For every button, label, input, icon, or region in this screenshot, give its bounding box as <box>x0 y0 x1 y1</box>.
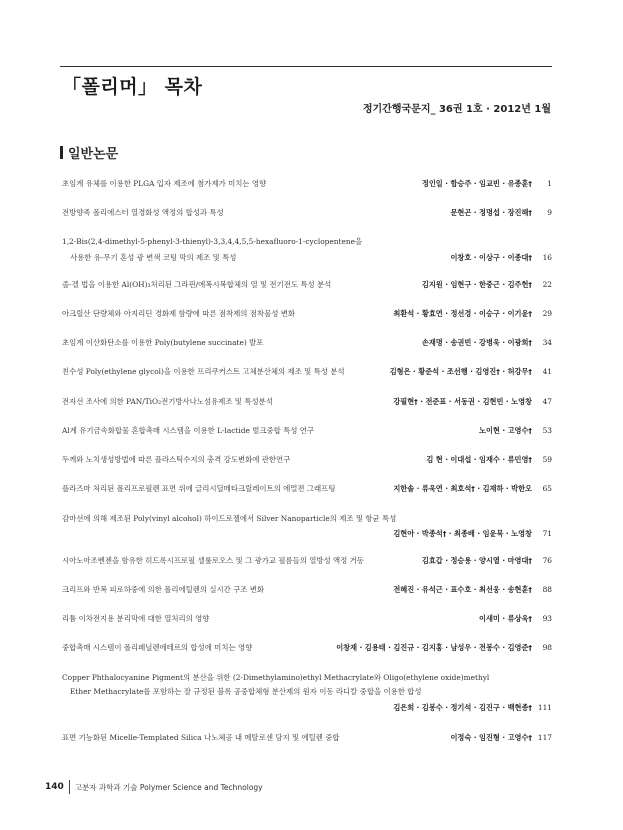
footer-journal-name: 고분자 과학과 기술 Polymer Science and Technology <box>74 782 263 792</box>
toc-entry[interactable] <box>62 397 552 407</box>
entry-title: Al계 유기금속화합물 혼합촉매 시스템을 이용한 L-lactide 벌크중합 특성 연구 <box>62 426 315 435</box>
entry-authors: 김형은 · 황준석 · 조선행 · 김영진† · 허강무† <box>389 367 532 376</box>
entry-authors: 이창호 · 이상구 · 이종대† <box>450 253 532 262</box>
entry-title: 중합촉매 시스템이 폴리페닐렌에테르의 합성에 미치는 영향 <box>62 643 253 652</box>
top-rule <box>60 66 552 67</box>
toc-entry[interactable] <box>62 309 552 319</box>
entry-title-continued: 사용한 유-무기 혼성 광 변색 코팅 막의 제조 및 특성 <box>70 253 237 262</box>
entry-page: 53 <box>542 426 552 435</box>
entry-page: 29 <box>542 309 552 318</box>
entry-title: 아크릴산 단량체와 아지리딘 경화제 함량에 따른 점착제의 점착물성 변화 <box>62 309 295 318</box>
entry-authors: 최환석 · 황효연 · 정선경 · 이승구 · 이기윤† <box>393 309 532 318</box>
toc-entry[interactable] <box>62 237 552 263</box>
entry-page: 93 <box>542 614 552 623</box>
entry-page: 41 <box>542 367 552 376</box>
footer-divider <box>69 780 70 794</box>
toc-entry[interactable] <box>62 484 552 494</box>
entry-title-continued: Ether Methacrylate를 포함하는 잘 규정된 블록 공중합체형 분산제의 원자 이동 라디칼 중합을 이용한 합성 <box>70 687 422 696</box>
entry-title: 친수성 Poly(ethylene glycol)을 이용한 프리쿠커스트 고체분산체의 제조 및 특성 분석 <box>62 367 345 376</box>
entry-authors: 김지원 · 임현구 · 한중근 · 김주헌† <box>421 280 532 289</box>
entry-authors: 김 현 · 이대섭 · 임재수 · 류민영† <box>426 455 532 464</box>
section-label: 일반논문 <box>68 147 119 162</box>
entry-page: 71 <box>542 529 552 538</box>
entry-page: 111 <box>537 703 552 712</box>
toc-entry[interactable] <box>62 367 552 377</box>
entry-title: 두께와 노치생성방법에 따른 플라스틱수지의 충격 강도변화에 관한연구 <box>62 455 291 464</box>
entry-title: 표면 기능화된 Micelle-Templated Silica 나노체공 내 메탈로센 담지 및 에틸렌 중합 <box>62 733 340 742</box>
toc-entry[interactable] <box>62 179 552 189</box>
entry-title: 초임계 이산화탄소를 이용한 Poly(butylene succinate) 발포 <box>62 338 264 347</box>
toc-entry[interactable] <box>62 733 552 743</box>
entry-title: 1,2-Bis(2,4-dimethyl-5-phenyl-3-thienyl)-3,3,4,4,5,5-hexafluoro-1-cyclopentene을 <box>62 237 363 246</box>
entry-authors: 손재명 · 송권빈 · 강병욱 · 이광희† <box>421 338 532 347</box>
entry-page: 65 <box>542 484 552 493</box>
toc-entry[interactable] <box>62 455 552 465</box>
entry-authors: 전혜진 · 유석근 · 표수호 · 최선웅 · 송현훈† <box>393 585 532 594</box>
entry-authors: 강필현† · 전준표 · 서동권 · 김현빈 · 노영창 <box>393 397 532 406</box>
section-heading <box>60 143 118 162</box>
entry-title: Copper Phthalocyanine Pigment의 분산을 위한 (2-Dimethylamino)ethyl Methacrylate와 Oligo(ethylene oxide)methyl <box>62 673 490 682</box>
entry-page: 1 <box>547 179 552 188</box>
toc-entry[interactable] <box>62 208 552 218</box>
entry-page: 22 <box>542 280 552 289</box>
entry-page: 88 <box>542 585 552 594</box>
entry-title: 초임계 유체를 이용한 PLGA 입자 제조에 첨가제가 미치는 영향 <box>62 179 267 188</box>
entry-page: 47 <box>542 397 552 406</box>
entry-page: 76 <box>542 556 552 565</box>
page-footer <box>45 780 263 794</box>
entry-page: 117 <box>537 733 552 742</box>
toc-entry[interactable] <box>62 338 552 348</box>
entry-title: 감마선에 의해 제조된 Poly(vinyl alcohol) 하이드로젤에서 Silver Nanoparticle의 제조 및 항균 특성 <box>62 514 397 523</box>
entry-page: 98 <box>542 643 552 652</box>
toc-entry[interactable] <box>62 673 552 713</box>
footer-page-number: 140 <box>45 782 64 792</box>
entry-authors: 이새미 · 류상욱† <box>479 614 532 623</box>
entry-page: 34 <box>542 338 552 347</box>
entry-title: 크리프와 반복 피로하중에 의한 폴리에틸렌의 실시간 구조 변화 <box>62 585 265 594</box>
entry-authors: 노이현 · 고영수† <box>479 426 532 435</box>
toc-entry[interactable] <box>62 643 552 653</box>
toc-entry[interactable] <box>62 426 552 436</box>
entry-title: 시아노아조벤젠을 함유한 히드록시프로필 셀룰로오스 및 그 광가교 필름들의 열방성 액정 거동 <box>62 556 364 565</box>
entry-authors: 이정숙 · 임진형 · 고영수† <box>450 733 532 742</box>
entry-title: 전방향족 폴리에스터 열경화성 액정의 합성과 특성 <box>62 208 224 217</box>
entry-title: 리튬 이차전지용 분리막에 대한 열처리의 영향 <box>62 614 210 623</box>
entry-authors: 문현곤 · 정명섭 · 장진해† <box>450 208 532 217</box>
entry-title: 플라즈마 처리된 폴리프로필렌 표면 위에 글리시딜메타크릴레이트의 에멀젼 그래프팅 <box>62 484 336 493</box>
entry-page: 59 <box>542 455 552 464</box>
entry-authors: 이창재 · 김용태 · 김진규 · 김지홍 · 남성우 · 전봉수 · 김영준† <box>336 643 532 652</box>
entry-page: 16 <box>542 253 552 262</box>
entry-authors: 정인일 · 함승주 · 임교빈 · 유종훈† <box>421 179 532 188</box>
toc-entry[interactable] <box>62 514 552 539</box>
entry-authors: 김효갑 · 정승용 · 양시열 · 마영대† <box>421 556 532 565</box>
entry-title: 졸-겔 법을 이용한 Al(OH)₃처리된 그라핀/에폭시복합체의 열 및 전기전도 특성 분석 <box>62 280 332 289</box>
toc-entry[interactable] <box>62 556 552 566</box>
toc-entry[interactable] <box>62 280 552 290</box>
section-bar-marker <box>60 146 63 159</box>
toc-entry[interactable] <box>62 614 552 624</box>
entry-authors: 김현아 · 박종석† · 최종배 · 임윤묵 · 노영창 <box>393 529 532 538</box>
entry-title: 전자선 조사에 의한 PAN/TiO₂전기방사나노섬유제조 및 특성분석 <box>62 397 273 406</box>
toc-entry[interactable] <box>62 585 552 595</box>
entry-authors: 지한솔 · 류욱연 · 최호석† · 김재하 · 박한오 <box>393 484 532 493</box>
page-title: 「폴리머」 목차 <box>62 76 203 98</box>
entry-page: 9 <box>547 208 552 217</box>
entry-authors: 김은희 · 김봉수 · 정기석 · 김진구 · 백현종† <box>393 703 532 712</box>
issue-info: 정기간행국문지_ 36권 1호 · 2012년 1월 <box>362 104 551 115</box>
